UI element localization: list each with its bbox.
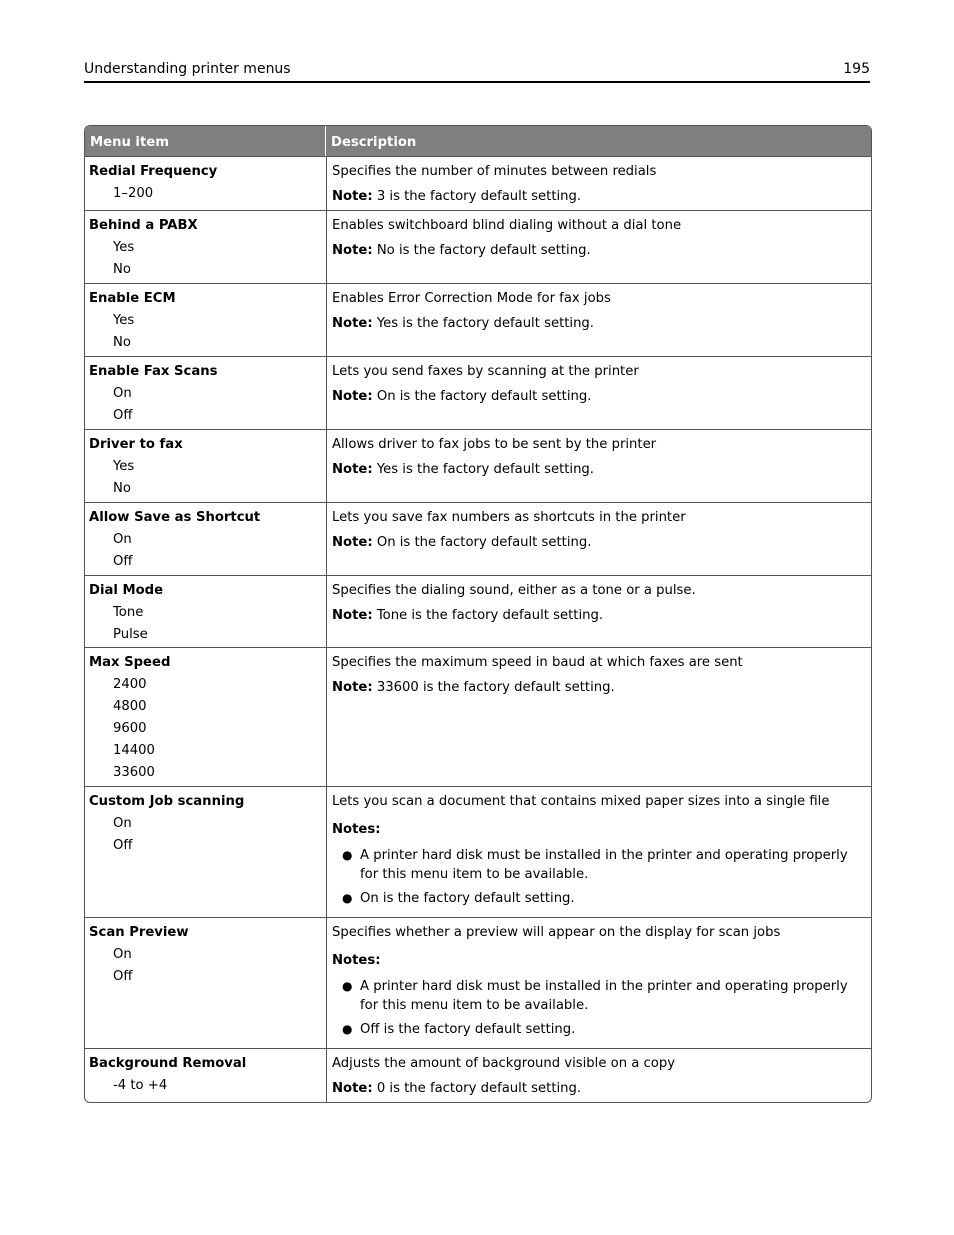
table-row [85,356,871,429]
description-text: Specifies the number of minutes between redials [332,164,657,179]
menu-item-name: Scan Preview [89,925,189,940]
table-header [85,126,871,156]
menu-table [84,125,872,1103]
table-row [85,502,871,575]
note-bullet [332,977,859,1015]
menu-item-name: Dial Mode [89,583,164,598]
page-number: 195 [843,61,870,77]
description-text: Lets you save fax numbers as shortcuts in the printer [332,510,686,525]
bullet-text: A printer hard disk must be installed in the printer and operating properly for this menu item to be available. [360,848,848,882]
menu-item-name: Enable Fax Scans [89,364,218,379]
menu-item-option: Yes [113,240,135,255]
menu-item-name: Allow Save as Shortcut [89,510,261,525]
description-text: Enables switchboard blind dialing without a dial tone [332,218,682,233]
note-label: Note: [332,535,373,550]
description-text: Specifies the maximum speed in baud at which faxes are sent [332,655,743,670]
default-note [332,1078,859,1100]
description-cell [327,648,871,786]
description-cell [327,357,871,429]
note-bullet [332,1020,859,1039]
menu-item-option: 14400 [113,743,155,758]
description-cell [327,284,871,356]
note-text: 3 is the factory default setting. [372,189,582,204]
table-row [85,647,871,786]
menu-item-cell [85,284,327,356]
menu-item-cell [85,648,327,786]
menu-item-option: No [113,335,131,350]
description-text: Specifies whether a preview will appear on the display for scan jobs [332,925,781,940]
description-cell [327,787,871,917]
menu-item-name: Driver to fax [89,437,183,452]
menu-item-option: On [113,816,132,831]
bullet-icon: ● [342,979,353,993]
menu-item-option: Pulse [113,627,148,642]
bullet-icon: ● [342,1022,353,1036]
note-bullet [332,889,859,908]
description-text: Allows driver to fax jobs to be sent by the printer [332,437,657,452]
note-label: Note: [332,389,373,404]
table-body [85,156,871,1102]
menu-item-option: On [113,386,132,401]
menu-item-option: 4800 [113,699,147,714]
menu-item-option: Off [113,408,133,423]
default-note [332,186,859,208]
note-text: 0 is the factory default setting. [372,1081,582,1096]
default-note [332,605,859,627]
note-label: Note: [332,462,373,477]
note-label: Note: [332,189,373,204]
bullet-text: A printer hard disk must be installed in the printer and operating properly for this menu item to be available. [360,979,848,1013]
menu-item-option: -4 to +4 [113,1078,168,1093]
description-cell [327,1049,871,1102]
default-note [332,459,859,481]
note-bullet [332,846,859,884]
note-text: Tone is the factory default setting. [372,608,604,623]
bullet-icon: ● [342,891,353,905]
menu-item-name: Redial Frequency [89,164,218,179]
description-cell [327,576,871,647]
note-label: Note: [332,316,373,331]
menu-item-name: Enable ECM [89,291,176,306]
default-note [332,677,859,699]
note-label: Note: [332,680,373,695]
menu-item-option: Yes [113,313,135,328]
menu-item-option: No [113,481,131,496]
table-row [85,283,871,356]
menu-item-option: 33600 [113,765,155,780]
menu-item-option: On [113,532,132,547]
note-text: 33600 is the factory default setting. [372,680,615,695]
menu-item-cell [85,157,327,210]
note-text: No is the factory default setting. [372,243,591,258]
menu-item-option: On [113,947,132,962]
note-text: Yes is the factory default setting. [372,316,594,331]
table-row [85,917,871,1048]
default-note [332,532,859,554]
notes-label: Notes: [332,822,381,837]
table-row [85,429,871,502]
description-text: Lets you scan a document that contains mixed paper sizes into a single file [332,794,830,809]
notes-label: Notes: [332,953,381,968]
menu-item-cell [85,503,327,575]
note-label: Note: [332,243,373,258]
menu-item-cell [85,787,327,917]
menu-item-option: 2400 [113,677,147,692]
table-row [85,575,871,647]
menu-item-cell [85,1049,327,1102]
menu-item-name: Background Removal [89,1056,247,1071]
description-text: Enables Error Correction Mode for fax jobs [332,291,611,306]
table-row [85,786,871,917]
menu-item-option: Off [113,554,133,569]
page-header [84,60,870,83]
menu-item-name: Behind a PABX [89,218,198,233]
description-text: Lets you send faxes by scanning at the printer [332,364,639,379]
table-row [85,210,871,283]
description-text: Adjusts the amount of background visible on a copy [332,1056,676,1071]
menu-item-name: Max Speed [89,655,171,670]
menu-item-option: Tone [113,605,144,620]
menu-item-cell [85,211,327,283]
menu-item-option: Off [113,969,133,984]
menu-item-option: Off [113,838,133,853]
description-cell [327,430,871,502]
menu-item-cell [85,430,327,502]
description-cell [327,211,871,283]
menu-item-option: 1–200 [113,186,154,201]
note-text: Yes is the factory default setting. [372,462,594,477]
menu-item-option: No [113,262,131,277]
bullet-text: Off is the factory default setting. [360,1022,576,1037]
default-note [332,386,859,408]
column-header-menu-item: Menu item [85,126,326,156]
menu-item-option: Yes [113,459,135,474]
note-text: On is the factory default setting. [372,389,592,404]
description-cell [327,918,871,1048]
menu-item-cell [85,918,327,1048]
menu-item-cell [85,357,327,429]
note-label: Note: [332,608,373,623]
page-header-title: Understanding printer menus [84,61,291,77]
description-cell [327,503,871,575]
table-row [85,156,871,210]
menu-item-cell [85,576,327,647]
bullet-icon: ● [342,848,353,862]
menu-item-name: Custom Job scanning [89,794,245,809]
description-text: Specifies the dialing sound, either as a tone or a pulse. [332,583,696,598]
note-text: On is the factory default setting. [372,535,592,550]
menu-item-option: 9600 [113,721,147,736]
bullet-text: On is the factory default setting. [360,891,575,906]
description-cell [327,157,871,210]
table-row [85,1048,871,1102]
default-note [332,313,859,335]
note-label: Note: [332,1081,373,1096]
default-note [332,240,859,262]
column-header-description: Description [331,135,417,150]
